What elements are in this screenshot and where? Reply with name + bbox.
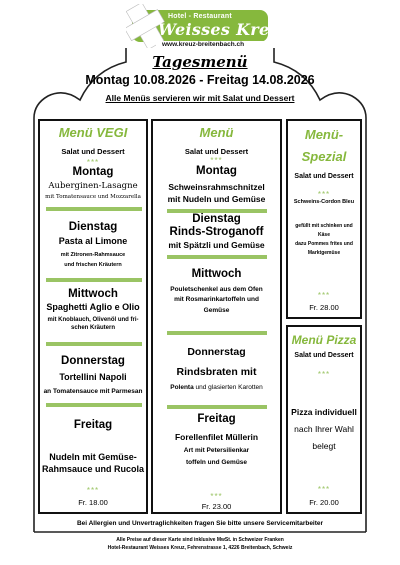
vegi-tuesday-day: Dienstag bbox=[68, 221, 118, 233]
menu-tuesday-sub: mit Spätzli und Gemüse bbox=[168, 240, 265, 250]
menu-thursday-sub-b: und glasierten Karotten bbox=[193, 384, 263, 391]
vegi-tuesday-dish: Pasta al Limone bbox=[58, 236, 128, 246]
menu-pizza-salad: Salat und Dessert bbox=[294, 352, 354, 359]
logo-restaurant-line: Hotel - Restaurant bbox=[168, 13, 232, 20]
vegi-monday-day: Montag bbox=[72, 166, 114, 178]
date-range: Montag 10.08.2026 - Freitag 14.08.2026 bbox=[85, 73, 315, 87]
dots: *** bbox=[86, 486, 100, 495]
menu-spezial-title1: Menü- bbox=[304, 127, 344, 142]
menu-pizza-title: Menü Pizza bbox=[291, 333, 357, 347]
menu-thursday-sub bbox=[153, 384, 280, 391]
menu-monday-dish1: Schweinsrahmschnitzel bbox=[168, 182, 265, 192]
menu-tuesday-day: Dienstag bbox=[192, 213, 241, 225]
menu-spezial-line4: Marktgemüse bbox=[307, 250, 341, 256]
menu-pizza-dish: Pizza individuell bbox=[291, 407, 357, 417]
menu-spezial-salad: Salat und Dessert bbox=[294, 173, 354, 180]
menu-main-salad: Salat und Dessert bbox=[184, 147, 249, 156]
price-note: Alle Preise auf dieser Karte sind inklusive MwSt. in Schweizer Franken bbox=[116, 537, 284, 543]
menu-friday-sub1: Art mit Petersilienkar bbox=[183, 447, 250, 454]
vegi-thursday-sub: an Tomatensauce mit Parmesan bbox=[43, 388, 143, 395]
menu-price: Fr. 23.00 bbox=[201, 502, 232, 511]
menu-main-box bbox=[151, 119, 282, 514]
menu-main-title: Menü bbox=[199, 125, 234, 140]
menu-spezial-line2: Käse bbox=[318, 232, 330, 238]
separator bbox=[46, 403, 142, 407]
subtitle: Alle Menüs servieren wir mit Salat und Dessert bbox=[105, 93, 295, 103]
menu-monday-dish2: mit Nudeln und Gemüse bbox=[167, 194, 266, 204]
vegi-monday-sub: mit Tomatensauce und Mozzarella bbox=[45, 194, 141, 200]
menu-pizza-line1: nach Ihrer Wahl bbox=[294, 424, 354, 434]
menu-pizza-box bbox=[286, 325, 362, 514]
dots: *** bbox=[86, 158, 100, 167]
logo-name: Weisses Kreuz bbox=[158, 20, 291, 39]
allergy-note: Bei Allergien und Unvertraglichkeiten fragen Sie bitte unsere Servicemitarbeiter bbox=[76, 520, 324, 527]
menu-spezial-box bbox=[286, 119, 362, 319]
separator bbox=[46, 207, 142, 211]
separator bbox=[167, 331, 267, 335]
menu-vegi-salad: Salat und Dessert bbox=[61, 147, 125, 156]
menu-pizza-price: Fr. 20.00 bbox=[309, 498, 339, 507]
menu-wednesday-dish1: Pouletschenkel aus dem Ofen bbox=[170, 286, 263, 293]
separator bbox=[167, 255, 267, 259]
vegi-tuesday-sub2: und frischen Kräutern bbox=[64, 262, 122, 268]
menu-spezial-line1: gefüllt mit schinken und bbox=[295, 223, 353, 229]
menu-pizza-line2: belegt bbox=[312, 441, 336, 451]
vegi-friday-day: Freitag bbox=[73, 419, 113, 431]
menu-spezial-dish: Schweins-Cordon Bleu bbox=[293, 199, 355, 205]
menu-vegi-title: Menü VEGI bbox=[58, 125, 128, 140]
vegi-friday-dish2: Rahmsauce und Rucola bbox=[41, 464, 145, 474]
menu-tuesday-dish: Rinds-Stroganoff bbox=[169, 226, 264, 238]
menu-spezial-title2: Spezial bbox=[301, 149, 347, 164]
menu-thursday-day: Donnerstag bbox=[187, 346, 246, 358]
menu-monday-day: Montag bbox=[196, 165, 237, 177]
dots: *** bbox=[317, 370, 331, 379]
vegi-price: Fr. 18.00 bbox=[78, 498, 108, 507]
vegi-wednesday-sub1: mit Knoblauch, Olivenöl und fri- bbox=[47, 317, 139, 323]
address: Hotel-Restaurant Weisses Kreuz, Fehrenstrasse 1, 4226 Breitenbach, Schweiz bbox=[107, 545, 293, 551]
dots: *** bbox=[317, 291, 331, 300]
vegi-thursday-dish: Tortellini Napoli bbox=[59, 372, 127, 382]
separator bbox=[46, 278, 142, 282]
page-title: Tagesmenü bbox=[152, 53, 248, 71]
menu-wednesday-dish2: mit Rosmarinkartoffeln und bbox=[174, 296, 259, 303]
dots: *** bbox=[210, 156, 223, 165]
vegi-friday-dish1: Nudeln mit Gemüse- bbox=[49, 452, 137, 462]
menu-thursday-sub-a: Polenta bbox=[170, 384, 194, 391]
menu-vegi-box bbox=[38, 119, 148, 514]
menu-friday-dish: Forellenfilet Müllerin bbox=[174, 432, 259, 442]
menu-friday-day: Freitag bbox=[197, 413, 236, 425]
menu-wednesday-day: Mittwoch bbox=[191, 268, 242, 280]
menu-friday-sub2: toffeln und Gemüse bbox=[185, 459, 248, 466]
vegi-monday-dish: Auberginen-Lasagne bbox=[48, 181, 138, 191]
menu-spezial-line3: dazu Pommes frites und bbox=[295, 241, 353, 247]
dots: *** bbox=[210, 492, 223, 501]
logo-url: www.kreuz-breitenbach.ch bbox=[162, 41, 245, 48]
separator bbox=[46, 342, 142, 346]
menu-thursday-dish: Rindsbraten mit bbox=[176, 366, 257, 378]
dots: *** bbox=[317, 190, 331, 199]
separator bbox=[167, 405, 267, 409]
menu-wednesday-dish3: Gemüse bbox=[203, 307, 230, 314]
vegi-thursday-day: Donnerstag bbox=[61, 355, 125, 367]
vegi-wednesday-sub2: schen Kräutern bbox=[70, 325, 115, 331]
dots: *** bbox=[317, 485, 331, 494]
vegi-wednesday-dish: Spaghetti Aglio e Olio bbox=[46, 302, 140, 312]
menu-spezial-price: Fr. 28.00 bbox=[309, 303, 339, 312]
vegi-wednesday-day: Mittwoch bbox=[68, 288, 118, 300]
vegi-tuesday-sub1: mit Zitronen-Rahmsauce bbox=[60, 252, 126, 258]
